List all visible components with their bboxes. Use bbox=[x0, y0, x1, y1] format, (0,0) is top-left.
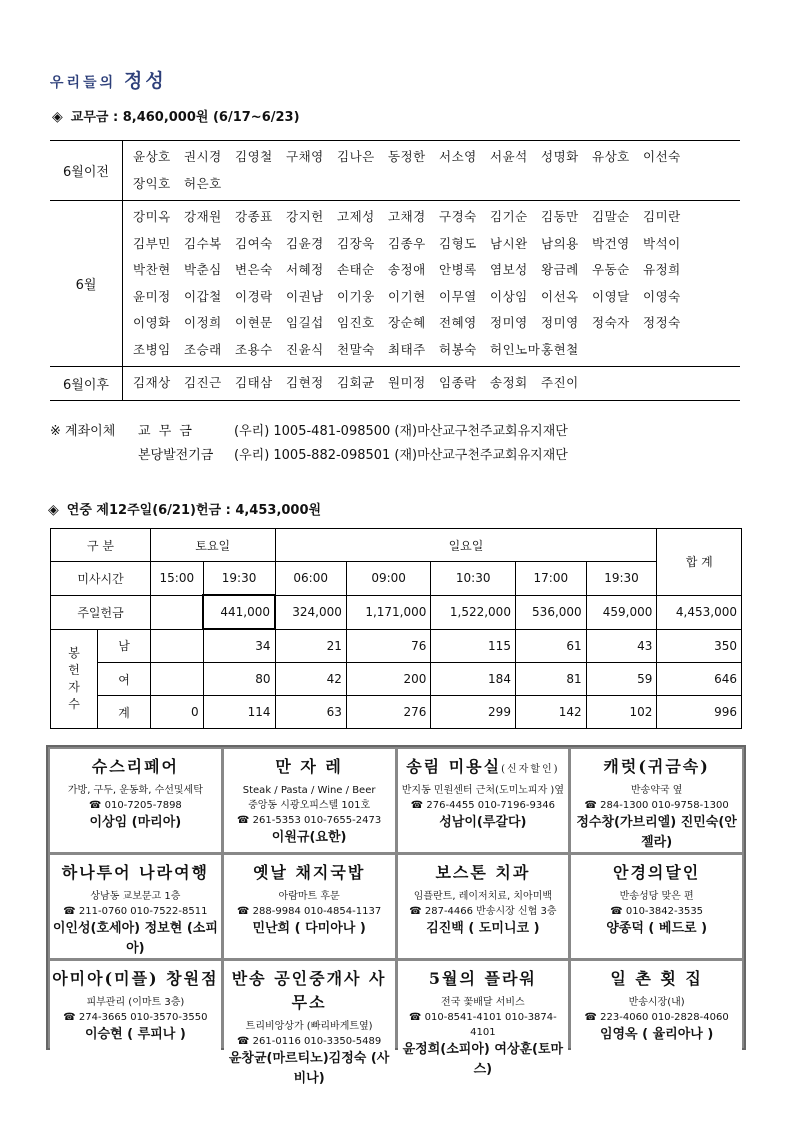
donor-name: 변은숙 bbox=[235, 262, 273, 277]
donor-name: 정미영 bbox=[541, 315, 579, 330]
donor-name: 주진이 bbox=[541, 375, 579, 390]
donor-name: 김부민 bbox=[133, 235, 171, 251]
ad-name bbox=[50, 755, 221, 779]
ad-line: ☎ 261-0116 010-3350-5489 bbox=[237, 1036, 382, 1047]
ad-line: ☎ 284-1300 010-9758-1300 bbox=[584, 800, 729, 811]
ad-name-text: 송림 미용실 bbox=[406, 757, 502, 776]
donor-cell: 646 bbox=[657, 663, 742, 696]
ad-name-text: 캐럿(귀금속) bbox=[603, 757, 710, 776]
donor-name: 고제성 bbox=[337, 209, 375, 224]
donor-name: 이영달 bbox=[592, 288, 630, 304]
donor-name: 원미정 bbox=[388, 375, 426, 390]
donor-name: 김말순 bbox=[592, 209, 630, 224]
donor-name: 김영철 bbox=[235, 149, 273, 164]
ad-name bbox=[398, 861, 569, 885]
donor-name: 서혜정 bbox=[286, 262, 324, 277]
donor-name: 이갑철 bbox=[184, 288, 222, 304]
offering-table bbox=[50, 528, 742, 729]
cash-cell: 1,171,000 bbox=[346, 595, 431, 629]
ad-name-text: 보스톤 치과 bbox=[435, 863, 531, 882]
ad-contact: 성남이(루갈다) bbox=[439, 815, 527, 830]
cash-cell: 324,000 bbox=[275, 595, 346, 629]
ad-line: 반송성당 맞은 편 bbox=[619, 891, 694, 902]
donor-name: 이정희 bbox=[184, 315, 222, 330]
donor-names bbox=[123, 201, 741, 367]
cash-cell: 1,522,000 bbox=[431, 595, 516, 629]
donor-name: 김미란 bbox=[643, 209, 681, 224]
donor-name: 김태삼 bbox=[235, 375, 273, 390]
donor-name: 조병임 bbox=[133, 341, 171, 357]
donor-name: 박석이 bbox=[643, 235, 681, 251]
donor-name: 손태순 bbox=[337, 262, 375, 277]
mass-time: 17:00 bbox=[515, 562, 586, 596]
donor-name: 임종락 bbox=[439, 375, 477, 390]
ad-name-text: 반송 공인중개사 사무소 bbox=[231, 969, 387, 1012]
donor-name: 서소영 bbox=[439, 149, 477, 164]
donor-name: 김나은 bbox=[337, 149, 375, 164]
ad-card bbox=[571, 855, 742, 958]
donor-names bbox=[123, 367, 741, 401]
ad-contact: 민난희 ( 다미아나 ) bbox=[252, 921, 366, 936]
donor-name: 김여숙 bbox=[235, 235, 273, 251]
donor-cell: 61 bbox=[515, 629, 586, 663]
offering-header: ◈ 연중 제12주일(6/21)헌금 : 4,453,000원 bbox=[48, 502, 322, 518]
donor-cell: 76 bbox=[346, 629, 431, 663]
ad-line: ☎ 010-3842-3535 bbox=[610, 906, 704, 917]
ad-line: ☎ 010-8541-4101 010-3874-4101 bbox=[408, 1012, 557, 1038]
donor-name: 왕금례 bbox=[541, 262, 579, 277]
donor-count-label: 봉 헌 자 수 bbox=[51, 629, 98, 729]
donor-cell: 42 bbox=[275, 663, 346, 696]
donor-cell: 59 bbox=[586, 663, 657, 696]
donor-name: 유상호 bbox=[592, 149, 630, 164]
donor-cell: 299 bbox=[431, 696, 516, 729]
donor-name: 구채영 bbox=[286, 149, 324, 164]
donor-name: 강재원 bbox=[184, 209, 222, 224]
ad-line: ☎ 010-7205-7898 bbox=[88, 800, 182, 811]
ad-card bbox=[398, 855, 569, 958]
donor-name: 윤미정 bbox=[133, 288, 171, 304]
donation-header: ◈ 교무금 : 8,460,000원 (6/17~6/23) bbox=[52, 109, 300, 125]
ad-contact: 이원규(요한) bbox=[271, 830, 347, 845]
donor-cell: 102 bbox=[586, 696, 657, 729]
ad-tag: (신자할인) bbox=[501, 764, 560, 775]
ad-card bbox=[50, 961, 221, 1088]
ad-contact: 이상임 (마리아) bbox=[89, 815, 182, 830]
donor-name: 강종표 bbox=[235, 209, 273, 224]
mass-time: 19:30 bbox=[203, 562, 275, 596]
donor-name: 장익호 bbox=[133, 175, 171, 191]
ad-name-text: 만 자 레 bbox=[275, 757, 343, 776]
donor-name: 허인노마 bbox=[490, 341, 541, 357]
ad-line: ☎ 287-4466 반송시장 신협 3층 bbox=[409, 906, 557, 917]
donor-name: 김동만 bbox=[541, 209, 579, 224]
ad-name bbox=[571, 967, 742, 991]
donor-name: 전혜영 bbox=[439, 315, 477, 330]
donor-name: 이상임 bbox=[490, 288, 528, 304]
donor-name: 최태주 bbox=[388, 341, 426, 357]
donor-name: 정미영 bbox=[490, 315, 528, 330]
donor-name: 이현문 bbox=[235, 315, 273, 330]
ad-name bbox=[398, 967, 569, 991]
donor-name: 김종우 bbox=[388, 235, 426, 251]
cash-cell: 459,000 bbox=[586, 595, 657, 629]
ad-line: 아람마트 후문 bbox=[278, 891, 340, 902]
ad-contact: 양종덕 ( 베드로 ) bbox=[606, 921, 708, 936]
donor-name: 천말숙 bbox=[337, 341, 375, 357]
donor-name: 이선숙 bbox=[643, 149, 681, 164]
ad-line: Steak / Pasta / Wine / Beer bbox=[242, 785, 376, 796]
ad-contact: 정수창(가브리엘) 진민숙(안젤라) bbox=[576, 815, 737, 850]
donor-row-label: 여 bbox=[98, 663, 151, 696]
donor-cell: 350 bbox=[657, 629, 742, 663]
ad-name-text: 아미아(미플) 창원점 bbox=[52, 969, 219, 988]
donor-name: 임길섭 bbox=[286, 315, 324, 330]
ad-line: 가방, 구두, 운동화, 수선및세탁 bbox=[67, 785, 203, 796]
donor-name: 구경숙 bbox=[439, 209, 477, 224]
mass-time: 15:00 bbox=[151, 562, 204, 596]
account-info: ※ 계좌이체 교 무 금 (우리) 1005-481-098500 (재)마산교구천주교회유지재단 본당발전기금 (우리) 1005-882-098501 (재)마산교구천주교회유지재단 bbox=[50, 424, 568, 463]
donor-name: 송정애 bbox=[388, 262, 426, 277]
donor-cell: 80 bbox=[203, 663, 275, 696]
donor-name: 이영숙 bbox=[643, 288, 681, 304]
ad-card bbox=[571, 749, 742, 852]
donor-name: 장순혜 bbox=[388, 315, 426, 330]
donor-name: 허은호 bbox=[184, 175, 222, 191]
donor-name: 동정한 bbox=[388, 149, 426, 164]
ad-line: 상남동 교보문고 1층 bbox=[90, 891, 181, 902]
donor-cell: 114 bbox=[203, 696, 275, 729]
donor-name: 강지헌 bbox=[286, 209, 324, 224]
ad-card bbox=[224, 855, 395, 958]
mass-time: 10:30 bbox=[431, 562, 516, 596]
donor-name: 서윤석 bbox=[490, 149, 528, 164]
donor-name: 이무열 bbox=[439, 288, 477, 304]
ad-contact: 임영옥 ( 율리아나 ) bbox=[599, 1027, 714, 1042]
donor-names bbox=[123, 141, 741, 201]
donor-name: 김진근 bbox=[184, 375, 222, 390]
ad-contact: 이승현 ( 루피나 ) bbox=[84, 1027, 186, 1042]
ad-line: ☎ 223-4060 010-2828-4060 bbox=[584, 1012, 729, 1023]
ad-card bbox=[398, 961, 569, 1088]
donor-cell: 81 bbox=[515, 663, 586, 696]
donor-group-row bbox=[50, 141, 740, 201]
ad-line: ☎ 276-4455 010-7196-9346 bbox=[410, 800, 555, 811]
donor-name: 김수복 bbox=[184, 235, 222, 251]
donor-name: 유정희 bbox=[643, 262, 681, 277]
page-title: 우리들의 정성 bbox=[50, 70, 167, 92]
donor-cell: 142 bbox=[515, 696, 586, 729]
donor-name: 이영화 bbox=[133, 315, 171, 330]
donor-cell: 200 bbox=[346, 663, 431, 696]
mass-time: 19:30 bbox=[586, 562, 657, 596]
ad-name-text: 옛날 채지국밥 bbox=[252, 863, 366, 882]
cash-cell bbox=[151, 595, 204, 629]
donor-cell: 276 bbox=[346, 696, 431, 729]
donor-group-label: 6월 bbox=[50, 201, 123, 367]
ad-name-text: 안경의달인 bbox=[612, 863, 701, 882]
donor-name: 이선옥 bbox=[541, 288, 579, 304]
donor-cell bbox=[151, 663, 204, 696]
ad-card bbox=[571, 961, 742, 1088]
donor-name: 김현정 bbox=[286, 375, 324, 390]
donor-name: 안병록 bbox=[439, 262, 477, 277]
donor-name: 성명화 bbox=[541, 149, 579, 164]
donor-name: 우동순 bbox=[592, 262, 630, 277]
donor-name: 이기현 bbox=[388, 288, 426, 304]
cash-cell: 4,453,000 bbox=[657, 595, 742, 629]
donor-name: 허봉숙 bbox=[439, 341, 477, 357]
donor-name: 김재상 bbox=[133, 375, 171, 390]
donor-group-label: 6월이후 bbox=[50, 367, 123, 401]
ad-line: ☎ 288-9984 010-4854-1137 bbox=[237, 906, 382, 917]
sunday-header: 일요일 bbox=[275, 529, 657, 562]
ad-line: 반송약국 옆 bbox=[630, 785, 683, 796]
ad-contact: 이인성(호세아) 정보현 (소피아) bbox=[52, 921, 218, 956]
donor-name: 김기순 bbox=[490, 209, 528, 224]
donor-name: 권시경 bbox=[184, 149, 222, 164]
ad-card bbox=[398, 749, 569, 852]
donor-name: 고채경 bbox=[388, 209, 426, 224]
ad-name bbox=[571, 755, 742, 779]
ad-name-text: 일 촌 횟 집 bbox=[610, 969, 703, 988]
saturday-header: 토요일 bbox=[151, 529, 276, 562]
donor-name: 남의용 bbox=[541, 235, 579, 251]
donor-cell: 43 bbox=[586, 629, 657, 663]
ad-line: 반지동 민원센터 근처(도미노피자 )옆 bbox=[401, 785, 564, 796]
donor-name: 이경락 bbox=[235, 288, 273, 304]
donor-group-label: 6월이전 bbox=[50, 141, 123, 201]
donor-name: 김윤경 bbox=[286, 235, 324, 251]
donor-name: 정숙자 bbox=[592, 315, 630, 330]
donor-name: 박찬현 bbox=[133, 262, 171, 277]
ad-name bbox=[398, 755, 569, 779]
donor-name: 박춘심 bbox=[184, 262, 222, 277]
ad-name-text: 슈스리페어 bbox=[91, 757, 180, 776]
ad-name-text: 하나투어 나라여행 bbox=[61, 863, 209, 882]
mass-time: 06:00 bbox=[275, 562, 346, 596]
donor-name: 염보성 bbox=[490, 262, 528, 277]
ad-name bbox=[224, 755, 395, 779]
donor-name: 이기웅 bbox=[337, 288, 375, 304]
donor-cell: 0 bbox=[151, 696, 204, 729]
donor-name: 윤상호 bbox=[133, 149, 171, 164]
donor-cell bbox=[151, 629, 204, 663]
donor-name: 강미옥 bbox=[133, 209, 171, 224]
ad-line: 반송시장(내) bbox=[628, 997, 685, 1008]
ad-line: 임플란트, 레이저치료, 치아미백 bbox=[413, 891, 553, 902]
donor-name: 정정숙 bbox=[643, 315, 681, 330]
donor-name: 김장욱 bbox=[337, 235, 375, 251]
ad-line: ☎ 261-5353 010-7655-2473 bbox=[237, 815, 382, 826]
donor-cell: 115 bbox=[431, 629, 516, 663]
donor-name: 이권남 bbox=[286, 288, 324, 304]
donor-cell: 184 bbox=[431, 663, 516, 696]
donor-group-row bbox=[50, 201, 740, 367]
ad-name-text: 5월의 플라워 bbox=[428, 969, 537, 988]
ad-card bbox=[50, 749, 221, 852]
ads-grid bbox=[46, 745, 746, 1086]
donor-row-label: 남 bbox=[98, 629, 151, 663]
donor-group-row bbox=[50, 367, 740, 401]
ad-name bbox=[50, 967, 221, 991]
donor-name: 남시완 bbox=[490, 235, 528, 251]
donor-name: 김회균 bbox=[337, 375, 375, 390]
donor-name: 조승래 bbox=[184, 341, 222, 357]
donor-name: 조용수 bbox=[235, 341, 273, 357]
ad-line: ☎ 274-3665 010-3570-3550 bbox=[63, 1012, 208, 1023]
ad-card bbox=[224, 749, 395, 852]
donor-name: 임진호 bbox=[337, 315, 375, 330]
ad-name bbox=[224, 967, 395, 1015]
donor-table bbox=[50, 140, 740, 401]
donor-name: 송정회 bbox=[490, 375, 528, 390]
mass-time-label: 미사시간 bbox=[51, 562, 151, 596]
ad-line: 전국 꽃배달 서비스 bbox=[441, 997, 525, 1008]
donor-name: 진윤식 bbox=[286, 341, 324, 357]
cash-label: 주일헌금 bbox=[51, 595, 151, 629]
donor-cell: 21 bbox=[275, 629, 346, 663]
donor-cell: 63 bbox=[275, 696, 346, 729]
ad-contact: 윤정희(소피아) 여상훈(토마스) bbox=[402, 1042, 564, 1077]
total-header: 합 계 bbox=[657, 529, 742, 596]
ad-name bbox=[224, 861, 395, 885]
cash-cell: 441,000 bbox=[203, 595, 275, 629]
ad-line: 피부관리 (이마트 3층) bbox=[86, 997, 185, 1008]
ad-name bbox=[571, 861, 742, 885]
mass-time: 09:00 bbox=[346, 562, 431, 596]
donor-name: 박건영 bbox=[592, 235, 630, 251]
ad-card bbox=[224, 961, 395, 1088]
cash-cell: 536,000 bbox=[515, 595, 586, 629]
ad-line: 중앙동 시광오피스텔 101호 bbox=[248, 800, 371, 811]
ad-line: ☎ 211-0760 010-7522-8511 bbox=[63, 906, 208, 917]
ad-card bbox=[50, 855, 221, 958]
ad-contact: 윤창균(마르티노)김정숙 (사비나) bbox=[228, 1051, 390, 1086]
donor-name: 홍현철 bbox=[541, 341, 579, 357]
donor-cell: 34 bbox=[203, 629, 275, 663]
ad-name bbox=[50, 861, 221, 885]
ad-contact: 김진백 ( 도미니코 ) bbox=[426, 921, 540, 936]
donor-row-label: 계 bbox=[98, 696, 151, 729]
donor-name: 김형도 bbox=[439, 235, 477, 251]
donor-cell: 996 bbox=[657, 696, 742, 729]
ad-line: 트리비앙상가 (빠리바게트옆) bbox=[245, 1021, 373, 1032]
category-header: 구 분 bbox=[51, 529, 151, 562]
